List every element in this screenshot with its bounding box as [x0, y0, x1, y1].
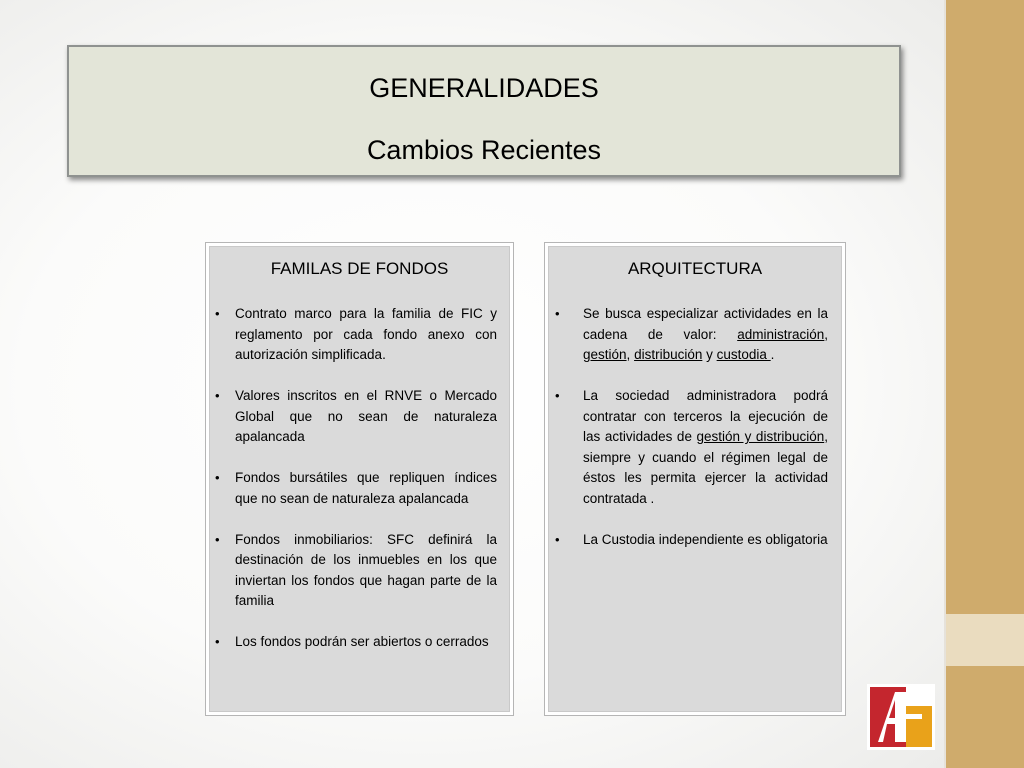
bullet-item: • Fondos inmobiliarios: SFC definirá la destinación de los inmuebles en los que inviertan los fondos que hagan parte de la familia: [215, 530, 497, 612]
bullet-item: • Valores inscritos en el RNVE o Mercado Global que no sean de naturaleza apalancada: [215, 386, 497, 448]
af-logo-icon: [867, 684, 935, 750]
side-bar-middle: [946, 614, 1024, 666]
bullet-item: • Contrato marco para la familia de FIC y reglamento por cada fondo anexo con autorización simplificada.: [215, 304, 497, 366]
panel-familias-bullets: [215, 304, 497, 673]
term-distribucion: distribución: [634, 347, 703, 362]
term-gestion: gestión: [583, 347, 627, 362]
bullet-item: • Fondos bursátiles que repliquen índices que no sean de naturaleza apalancada: [215, 468, 497, 509]
side-bar-bottom: [946, 666, 1024, 768]
panel-arquitectura-bullets: [555, 304, 828, 571]
bullet-item: • Los fondos podrán ser abiertos o cerrados: [215, 632, 497, 653]
term-custodia: custodia: [716, 347, 771, 362]
panel-arquitectura: [544, 242, 846, 716]
bullet-text: La sociedad administradora podrá contratar con terceros la ejecución de las actividades de: [583, 388, 828, 444]
bullet-text-end: , siempre y cuando el régimen legal de éstos les permita ejercer la actividad contratada .: [583, 429, 828, 506]
title-box: [67, 45, 901, 177]
panel-familias-heading: FAMILAS DE FONDOS: [270, 259, 449, 278]
bullet-text: Se busca especializar actividades en la cadena de valor:: [583, 306, 828, 342]
panel-arquitectura-heading: ARQUITECTURA: [627, 259, 763, 278]
separator: y: [702, 347, 717, 362]
panel-familias: [205, 242, 514, 716]
slide-title: GENERALIDADES: [369, 73, 599, 103]
separator: ,: [626, 347, 635, 362]
bullet-text-end: .: [770, 347, 775, 362]
term-administracion: administración: [737, 326, 825, 342]
bullet-item: [555, 304, 828, 366]
separator: ,: [824, 326, 828, 342]
bullet-item: [555, 386, 828, 509]
bullet-item: • La Custodia independiente es obligatoria: [555, 530, 828, 551]
side-bar-top: [946, 0, 1024, 614]
term-gestion-distribucion: gestión y distribución: [696, 429, 825, 444]
slide-subtitle: Cambios Recientes: [366, 135, 602, 165]
